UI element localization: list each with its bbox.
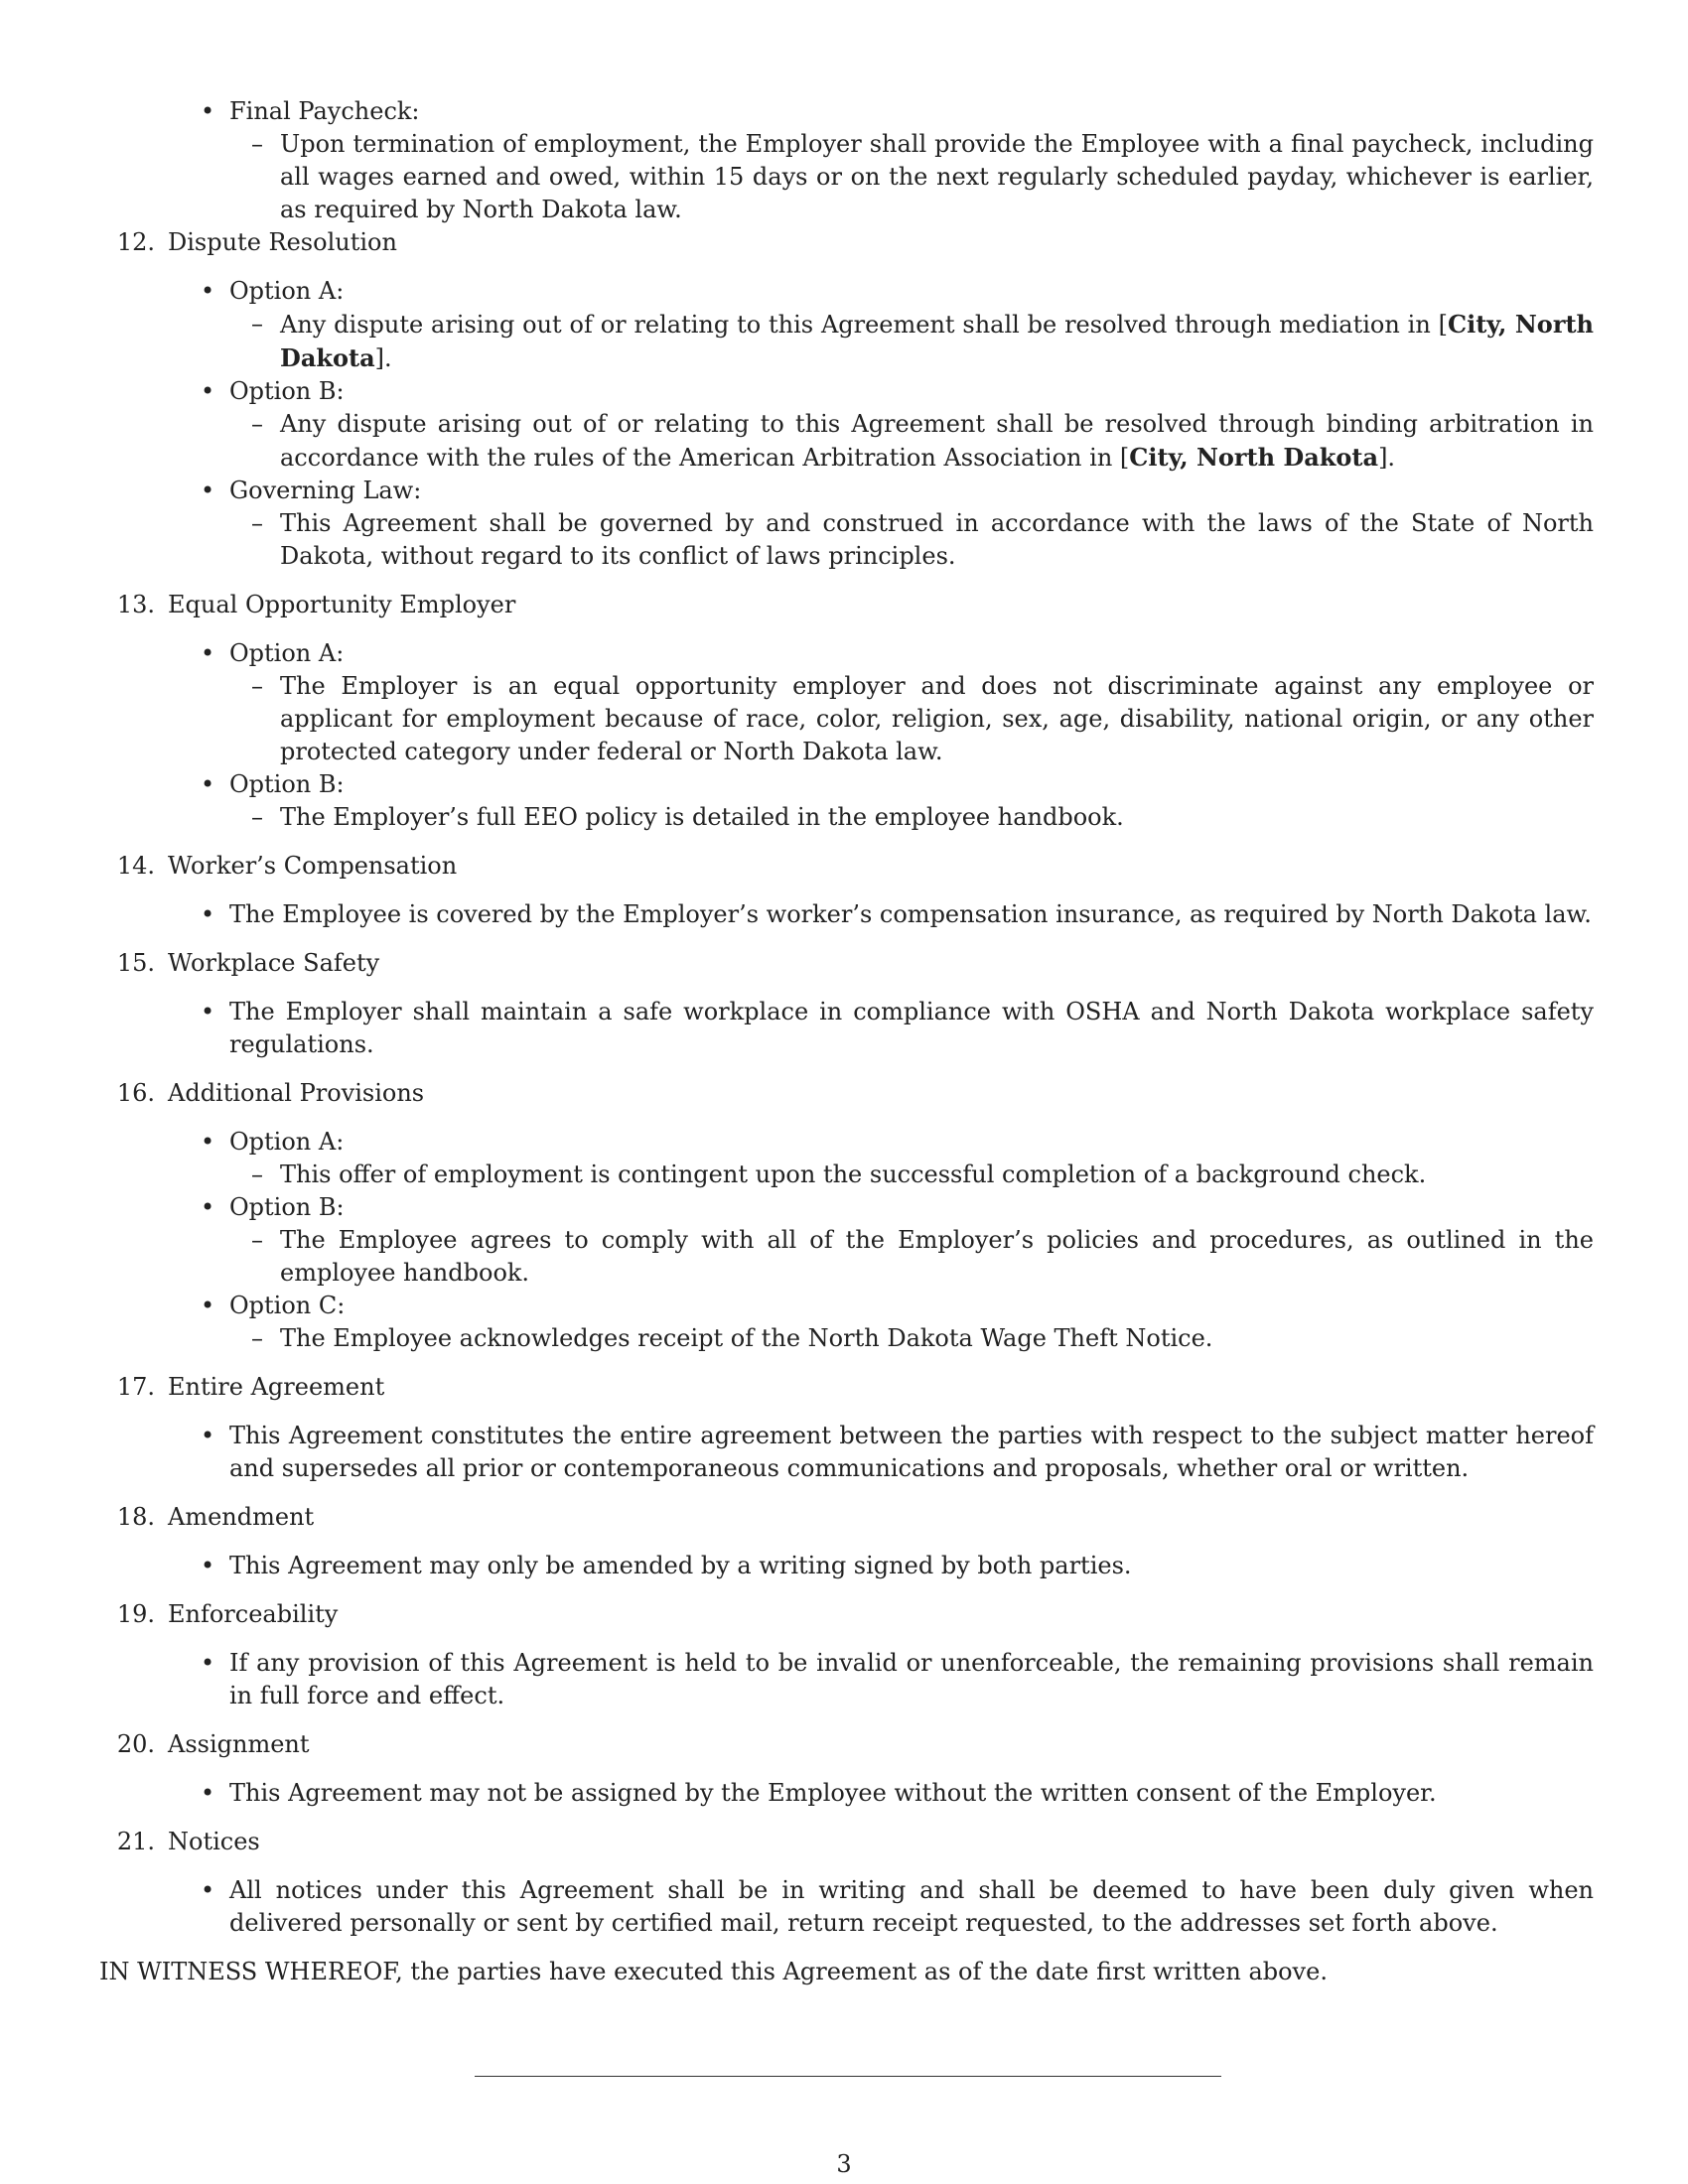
section-21 (99, 1826, 1594, 1940)
bullet-icon: • (201, 1193, 215, 1221)
list-item (229, 308, 1594, 375)
section-title: Entire Agreement (168, 1373, 385, 1401)
option-label: Option A: (229, 277, 345, 305)
section-number: 14. (116, 852, 155, 880)
section-20 (99, 1728, 1594, 1810)
dash-icon: – (251, 509, 263, 537)
option-text: Any dispute arising out of or relating to this Agreement shall be resolved through binding arbitration in accordance with the rules of the American Arbitration Association in [ (280, 410, 1594, 472)
document-body (99, 95, 1594, 1988)
placeholder-city: City, North Dakota (1129, 443, 1379, 472)
option-text-end: ]. (1378, 444, 1396, 472)
option-text: The Employee agrees to comply with all of the Employer’s policies and procedures, as outlined in the employee handbook. (280, 1226, 1594, 1287)
bullet-icon: • (201, 1649, 215, 1677)
list-item (229, 408, 1594, 475)
option-label: Option B: (229, 1193, 345, 1221)
dash-icon: – (251, 310, 263, 338)
list-item (229, 1322, 1594, 1355)
option-text: The Employer is an equal opportunity employer and does not discriminate against any employee or applicant for employment because of race, color, religion, sex, age, disability, national origin, or any other protected category under federal or North Dakota law. (280, 672, 1594, 765)
list-item (99, 1420, 1594, 1485)
section-title: Workplace Safety (168, 949, 380, 977)
list-item (229, 670, 1594, 768)
final-paycheck-label: Final Paycheck: (229, 97, 420, 125)
bullet-icon: • (201, 277, 215, 305)
list-item (99, 1647, 1594, 1712)
section-heading (99, 226, 1594, 259)
dash-icon: – (251, 1160, 263, 1188)
option-label: Option C: (229, 1292, 346, 1319)
section-title: Amendment (168, 1503, 315, 1531)
bullet-icon: • (201, 770, 215, 798)
section-title: Dispute Resolution (168, 228, 397, 256)
bullet-icon: • (201, 97, 215, 125)
list-item (99, 95, 1594, 226)
bullet-icon: • (201, 998, 215, 1025)
signature-line (475, 2076, 1221, 2077)
list-item (99, 1550, 1594, 1582)
list-item (99, 637, 1594, 768)
option-text: This Agreement shall be governed by and construed in accordance with the laws of the State of North Dakota, without regard to its conflict of laws principles. (280, 509, 1594, 570)
list-item (99, 275, 1594, 375)
bullet-icon: • (201, 1422, 215, 1449)
section-13 (99, 589, 1594, 834)
option-text: This offer of employment is contingent upon the successful completion of a background check. (280, 1160, 1427, 1188)
list-item (229, 801, 1594, 834)
bullet-icon: • (201, 1779, 215, 1807)
section-text: This Agreement constitutes the entire agreement between the parties with respect to the subject matter hereof and supersedes all prior or contemporaneous communications and proposals, whether oral or written. (229, 1422, 1594, 1482)
list-item (229, 507, 1594, 573)
section-text: The Employer shall maintain a safe workplace in compliance with OSHA and North Dakota workplace safety regulations. (229, 998, 1594, 1058)
section-title: Assignment (168, 1730, 310, 1758)
option-text: The Employee acknowledges receipt of the North Dakota Wage Theft Notice. (280, 1324, 1213, 1352)
list-item (229, 1224, 1594, 1290)
list-item (229, 1159, 1594, 1191)
section-text: All notices under this Agreement shall be in writing and shall be deemed to have been duly given when delivered personally or sent by certified mail, return receipt requested, to the addresses set forth above. (229, 1876, 1594, 1937)
section-text: The Employee is covered by the Employer’s worker’s compensation insurance, as required by North Dakota law. (229, 900, 1592, 928)
dash-icon: – (251, 130, 263, 158)
placeholder-city: City, North Dakota (280, 310, 1594, 372)
section-heading (99, 1826, 1594, 1858)
section-text: If any provision of this Agreement is held to be invalid or unenforceable, the remaining provisions shall remain in full force and effect. (229, 1649, 1594, 1709)
section-number: 12. (116, 228, 155, 256)
witness-clause: IN WITNESS WHEREOF, the parties have executed this Agreement as of the date first written above. (99, 1958, 1328, 1985)
bullet-icon: • (201, 1292, 215, 1319)
list-item (99, 375, 1594, 475)
section-heading (99, 1598, 1594, 1631)
section-title: Equal Opportunity Employer (168, 591, 516, 618)
list-item (99, 1874, 1594, 1940)
section-heading (99, 1501, 1594, 1534)
option-label: Option B: (229, 377, 345, 405)
section-number: 18. (116, 1503, 155, 1531)
list-item (229, 128, 1594, 226)
section-heading (99, 1077, 1594, 1110)
section-16 (99, 1077, 1594, 1355)
section-number: 21. (116, 1828, 155, 1855)
section-title: Notices (168, 1828, 260, 1855)
bullet-icon: • (201, 477, 215, 504)
section-number: 17. (116, 1373, 155, 1401)
option-text: Any dispute arising out of or relating to this Agreement shall be resolved through mediation in [ (280, 311, 1448, 339)
dash-icon: – (251, 672, 263, 700)
section-number: 15. (116, 949, 155, 977)
option-label: Option B: (229, 770, 345, 798)
list-item (99, 1290, 1594, 1355)
section-14 (99, 850, 1594, 931)
section-heading (99, 947, 1594, 980)
dash-icon: – (251, 803, 263, 831)
section-heading (99, 850, 1594, 883)
section-number: 16. (116, 1079, 155, 1107)
option-label: Option A: (229, 639, 345, 667)
option-label: Governing Law: (229, 477, 422, 504)
section-heading (99, 589, 1594, 621)
section-15 (99, 947, 1594, 1061)
option-label: Option A: (229, 1128, 345, 1156)
section-text: This Agreement may not be assigned by the Employee without the written consent of the Employer. (229, 1779, 1437, 1807)
section-text: This Agreement may only be amended by a writing signed by both parties. (229, 1552, 1132, 1579)
final-paycheck-text: Upon termination of employment, the Employer shall provide the Employee with a final paycheck, including all wages earned and owed, within 15 days or on the next regularly scheduled payday, whichever is earlier, as required by North Dakota law. (280, 130, 1594, 223)
list-item (99, 768, 1594, 834)
dash-icon: – (251, 1226, 263, 1254)
final-paycheck-list (99, 95, 1594, 226)
bullet-icon: • (201, 1128, 215, 1156)
section-heading (99, 1371, 1594, 1404)
section-number: 20. (116, 1730, 155, 1758)
list-item (99, 1191, 1594, 1290)
section-17 (99, 1371, 1594, 1485)
option-text-end: ]. (374, 344, 392, 372)
list-item (99, 1777, 1594, 1810)
list-item (99, 898, 1594, 931)
bullet-icon: • (201, 1876, 215, 1904)
page-number: 3 (836, 2150, 852, 2178)
section-19 (99, 1598, 1594, 1712)
option-text: The Employer’s full EEO policy is detailed in the employee handbook. (280, 803, 1124, 831)
section-heading (99, 1728, 1594, 1761)
section-12 (99, 226, 1594, 573)
dash-icon: – (251, 1324, 263, 1352)
section-18 (99, 1501, 1594, 1582)
section-title: Additional Provisions (168, 1079, 425, 1107)
section-number: 19. (116, 1600, 155, 1628)
bullet-icon: • (201, 377, 215, 405)
list-item (99, 996, 1594, 1061)
bullet-icon: • (201, 900, 215, 928)
bullet-icon: • (201, 639, 215, 667)
section-title: Worker’s Compensation (168, 852, 458, 880)
section-number: 13. (116, 591, 155, 618)
dash-icon: – (251, 410, 263, 438)
bullet-icon: • (201, 1552, 215, 1579)
section-title: Enforceability (168, 1600, 339, 1628)
list-item (99, 475, 1594, 573)
list-item (99, 1126, 1594, 1191)
